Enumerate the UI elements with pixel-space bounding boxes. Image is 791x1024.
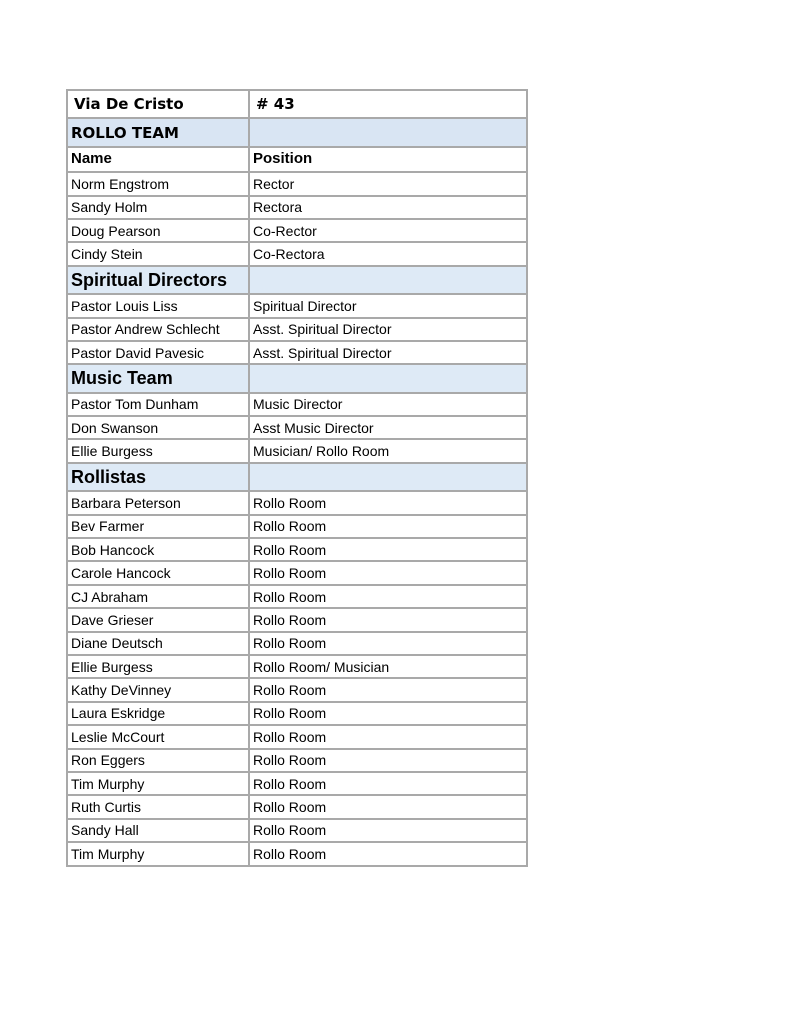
- table-row: [67, 561, 527, 584]
- member-name: Ruth Curtis: [67, 795, 249, 818]
- member-name: Sandy Hall: [67, 819, 249, 842]
- member-position: Rollo Room: [249, 515, 527, 538]
- member-position: Musician/ Rollo Room: [249, 439, 527, 462]
- empty-cell: [249, 266, 527, 294]
- member-position: Rollo Room: [249, 749, 527, 772]
- member-name: Pastor David Pavesic: [67, 341, 249, 364]
- team-title-row: [67, 118, 527, 146]
- member-position: Rollo Room: [249, 491, 527, 514]
- empty-cell: [249, 364, 527, 392]
- column-header-name: Name: [67, 147, 249, 172]
- member-name: Leslie McCourt: [67, 725, 249, 748]
- table-row: [67, 655, 527, 678]
- member-position: Rollo Room: [249, 585, 527, 608]
- table-row: [67, 842, 527, 865]
- empty-cell: [249, 118, 527, 146]
- table-row: [67, 318, 527, 341]
- member-name: Doug Pearson: [67, 219, 249, 242]
- table-row: [67, 172, 527, 195]
- table-row: [67, 632, 527, 655]
- member-position: Music Director: [249, 393, 527, 416]
- section-title-rollistas: Rollistas: [67, 463, 249, 491]
- table-row: [67, 702, 527, 725]
- table-row: [67, 294, 527, 317]
- member-name: Barbara Peterson: [67, 491, 249, 514]
- section-header-row: [67, 463, 527, 491]
- team-title: ROLLO TEAM: [67, 118, 249, 146]
- table-row: [67, 341, 527, 364]
- table-row: [67, 608, 527, 631]
- member-position: Rollo Room/ Musician: [249, 655, 527, 678]
- member-position: Rollo Room: [249, 725, 527, 748]
- table-row: [67, 819, 527, 842]
- section-title-spiritual-directors: Spiritual Directors: [67, 266, 249, 294]
- member-name: Pastor Andrew Schlecht: [67, 318, 249, 341]
- section-title-music-team: Music Team: [67, 364, 249, 392]
- member-name: Sandy Holm: [67, 196, 249, 219]
- member-position: Rollo Room: [249, 608, 527, 631]
- member-position: Rollo Room: [249, 538, 527, 561]
- table-row: [67, 515, 527, 538]
- member-name: Tim Murphy: [67, 772, 249, 795]
- member-position: Co-Rector: [249, 219, 527, 242]
- member-name: Ellie Burgess: [67, 655, 249, 678]
- table-row: [67, 678, 527, 701]
- table-row: [67, 219, 527, 242]
- table-row: [67, 585, 527, 608]
- table-row: [67, 749, 527, 772]
- column-header-position: Position: [249, 147, 527, 172]
- member-position: Rollo Room: [249, 632, 527, 655]
- event-name: Via De Cristo: [67, 90, 249, 118]
- member-name: CJ Abraham: [67, 585, 249, 608]
- event-number: # 43: [249, 90, 527, 118]
- member-name: Laura Eskridge: [67, 702, 249, 725]
- header-row: [67, 90, 527, 118]
- table-row: [67, 772, 527, 795]
- table-row: [67, 242, 527, 265]
- empty-cell: [249, 463, 527, 491]
- table-row: [67, 538, 527, 561]
- member-position: Rollo Room: [249, 678, 527, 701]
- member-name: Pastor Tom Dunham: [67, 393, 249, 416]
- member-name: Ellie Burgess: [67, 439, 249, 462]
- member-name: Bev Farmer: [67, 515, 249, 538]
- member-position: Rectora: [249, 196, 527, 219]
- member-name: Kathy DeVinney: [67, 678, 249, 701]
- table-row: [67, 393, 527, 416]
- member-name: Tim Murphy: [67, 842, 249, 865]
- table-row: [67, 416, 527, 439]
- column-header-row: [67, 147, 527, 172]
- rollo-team-table: [66, 89, 528, 867]
- section-header-row: [67, 266, 527, 294]
- section-header-row: [67, 364, 527, 392]
- table-row: [67, 439, 527, 462]
- member-name: Norm Engstrom: [67, 172, 249, 195]
- table-row: [67, 491, 527, 514]
- member-position: Rollo Room: [249, 772, 527, 795]
- member-position: Rollo Room: [249, 795, 527, 818]
- member-position: Rollo Room: [249, 842, 527, 865]
- table-row: [67, 795, 527, 818]
- member-position: Rollo Room: [249, 819, 527, 842]
- member-position: Asst. Spiritual Director: [249, 318, 527, 341]
- member-name: Ron Eggers: [67, 749, 249, 772]
- member-position: Asst Music Director: [249, 416, 527, 439]
- member-name: Pastor Louis Liss: [67, 294, 249, 317]
- table-row: [67, 725, 527, 748]
- table-row: [67, 196, 527, 219]
- member-name: Dave Grieser: [67, 608, 249, 631]
- member-name: Don Swanson: [67, 416, 249, 439]
- member-name: Bob Hancock: [67, 538, 249, 561]
- member-position: Rector: [249, 172, 527, 195]
- member-position: Rollo Room: [249, 702, 527, 725]
- member-position: Rollo Room: [249, 561, 527, 584]
- member-position: Co-Rectora: [249, 242, 527, 265]
- member-name: Diane Deutsch: [67, 632, 249, 655]
- member-name: Carole Hancock: [67, 561, 249, 584]
- member-position: Spiritual Director: [249, 294, 527, 317]
- member-position: Asst. Spiritual Director: [249, 341, 527, 364]
- member-name: Cindy Stein: [67, 242, 249, 265]
